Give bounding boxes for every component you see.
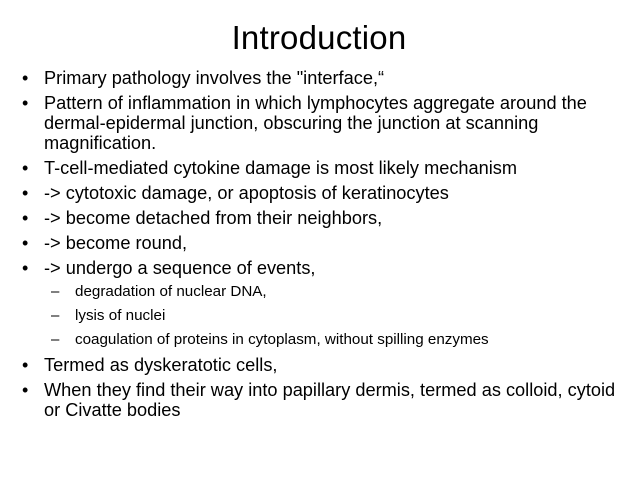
sub-bullet-item bbox=[20, 283, 632, 301]
sub-bullet-item bbox=[20, 331, 632, 349]
bullet-item bbox=[20, 93, 632, 153]
bullet-text: -> become detached from their neighbors, bbox=[44, 208, 383, 228]
bullet-icon: • bbox=[22, 93, 29, 113]
bullet-list bbox=[20, 68, 632, 425]
bullet-icon: • bbox=[22, 258, 29, 278]
bullet-text: -> become round, bbox=[44, 233, 188, 253]
bullet-icon: • bbox=[22, 355, 29, 375]
bullet-text: Primary pathology involves the "interface,“ bbox=[44, 68, 385, 88]
bullet-text: Termed as dyskeratotic cells, bbox=[44, 355, 278, 375]
bullet-item bbox=[20, 158, 632, 178]
bullet-item bbox=[20, 208, 632, 228]
bullet-text: -> cytotoxic damage, or apoptosis of keratinocytes bbox=[44, 183, 449, 203]
bullet-text: -> undergo a sequence of events, bbox=[44, 258, 316, 278]
bullet-item bbox=[20, 355, 632, 375]
bullet-text: When they find their way into papillary dermis, termed as colloid, cytoid or Civatte bodies bbox=[44, 380, 616, 420]
bullet-icon: • bbox=[22, 68, 29, 88]
bullet-icon: • bbox=[22, 158, 29, 178]
bullet-icon: • bbox=[22, 208, 29, 228]
bullet-icon: • bbox=[22, 380, 29, 400]
sub-bullet-text: degradation of nuclear DNA, bbox=[75, 283, 267, 300]
dash-icon: – bbox=[51, 331, 60, 348]
bullet-item bbox=[20, 183, 632, 203]
sub-bullet-text: coagulation of proteins in cytoplasm, without spilling enzymes bbox=[75, 331, 489, 348]
dash-icon: – bbox=[51, 283, 60, 300]
bullet-item bbox=[20, 380, 632, 420]
sub-bullet-text: lysis of nuclei bbox=[75, 307, 166, 324]
bullet-text: T-cell-mediated cytokine damage is most likely mechanism bbox=[44, 158, 518, 178]
sub-bullet-item bbox=[20, 307, 632, 325]
bullet-item bbox=[20, 258, 632, 278]
bullet-text: Pattern of inflammation in which lymphocytes aggregate around the dermal-epidermal junction, obscuring the junction at scanning magnification. bbox=[44, 93, 587, 153]
bullet-item bbox=[20, 233, 632, 253]
dash-icon: – bbox=[51, 307, 60, 324]
slide-title: Introduction bbox=[231, 19, 407, 56]
bullet-item bbox=[20, 68, 632, 88]
bullet-icon: • bbox=[22, 233, 29, 253]
bullet-icon: • bbox=[22, 183, 29, 203]
